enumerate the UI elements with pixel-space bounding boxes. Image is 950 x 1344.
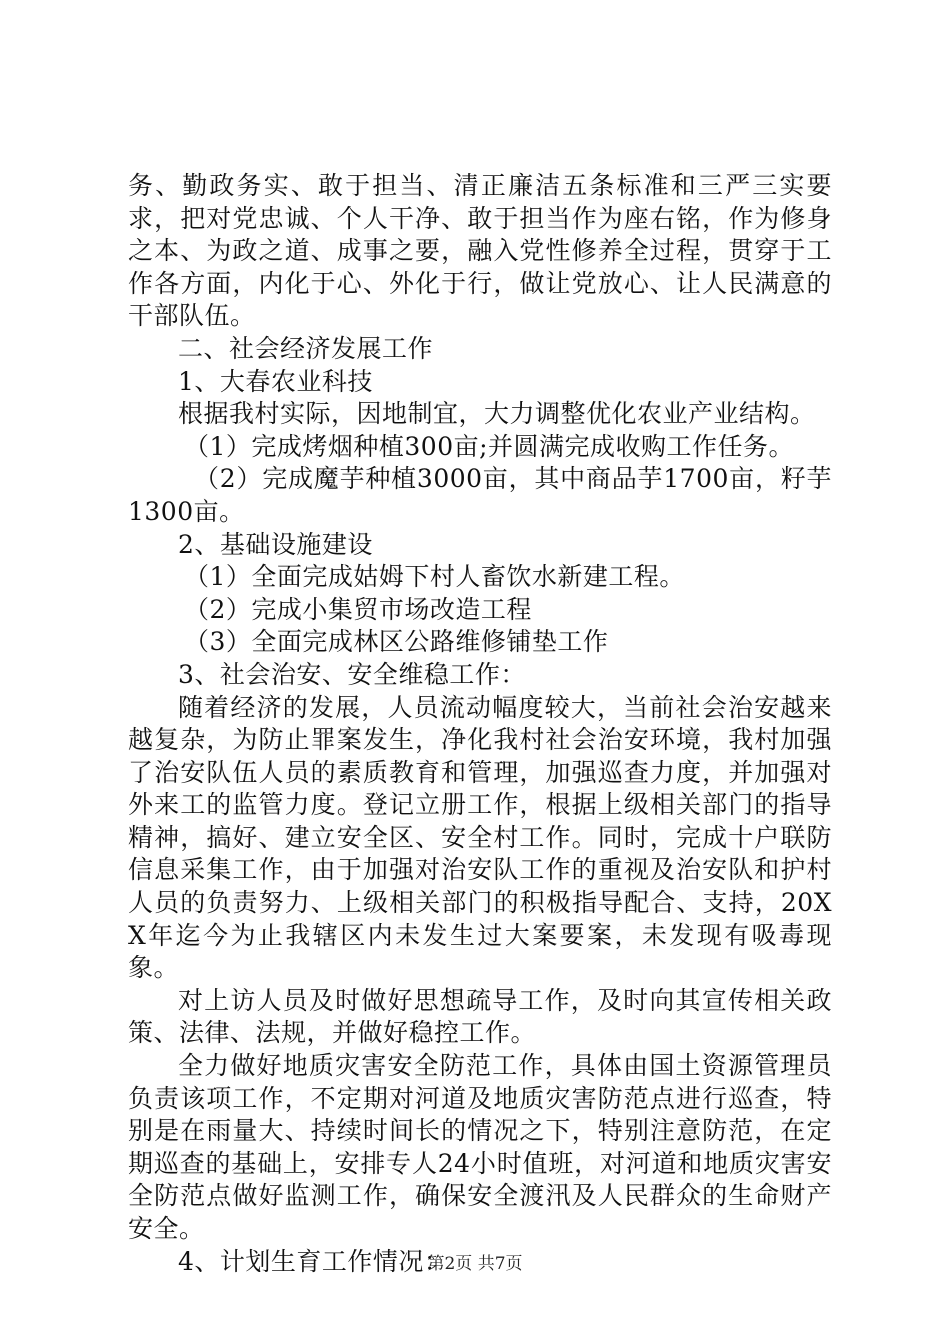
paragraph-agriculture-intro: 根据我村实际，因地制宜，大力调整优化农业产业结构。: [178, 399, 816, 429]
list-item-road-project: （3）全面完成林区公路维修铺垫工作: [184, 627, 609, 657]
list-item-tobacco: （1）完成烤烟种植300亩;并圆满完成收购工作任务。: [184, 431, 795, 461]
heading-subsection-2: 2、基础设施建设: [178, 529, 373, 559]
heading-subsection-1: 1、大春农业科技: [178, 366, 373, 396]
list-item-water-project: （1）全面完成姑姆下村人畜饮水新建工程。: [184, 562, 685, 592]
page-footer: 第2页 共7页: [427, 1254, 523, 1274]
list-item-market-project: （2）完成小集贸市场改造工程: [184, 594, 532, 624]
paragraph-geological-disaster: 全力做好地质灾害安全防范工作，具体由国土资源管理员负责该项工作，不定期对河道及地质灾害防范点进行巡查，特别是在雨量大、持续时间长的情况之下，特别注意防范，在定期巡查的基础上，安排专人24小时值班，对河道和地质灾害安全防范点做好监测工作，确保安全渡汛及人民群众的生命财产安全。: [128, 1051, 832, 1243]
list-item-konjac: （2）完成魔芋种植3000亩，其中商品芋1700亩，籽芋1300亩。: [128, 464, 832, 526]
paragraph-petitioners: 对上访人员及时做好思想疏导工作，及时向其宣传相关政策、法律、法规，并做好稳控工作。: [128, 985, 832, 1048]
heading-subsection-3: 3、社会治安、安全维稳工作：: [178, 659, 526, 689]
heading-section-2: 二、社会经济发展工作: [178, 333, 434, 363]
paragraph-public-security: 随着经济的发展，人员流动幅度较大，当前社会治安越来越复杂，为防止罪案发生，净化我村社会治安环境，我村加强了治安队伍人员的素质教育和管理，加强巡查力度，并加强对外来工的监管力度。登记立册工作，根据上级相关部门的指导精神，搞好、建立安全区、安全村工作。同时，完成十户联防信息采集工作，由于加强对治安队工作的重视及治安队和护村人员的负责努力、上级相关部门的积极指导配合、支持，20XX年迄今为止我辖区内未发生过大案要案，未发现有吸毒现象。: [128, 692, 832, 983]
heading-subsection-4: 4、计划生育工作情况：: [178, 1246, 450, 1276]
paragraph-continuation: 务、勤政务实、敢于担当、清正廉洁五条标准和三严三实要求，把对党忠诚、个人干净、敢于担当作为座右铭，作为修身之本、为政之道、成事之要，融入党性修养全过程，贯穿于工作各方面，内化于心、外化于行，做让党放心、让人民满意的干部队伍。: [128, 171, 832, 331]
document-body: [128, 170, 832, 1278]
